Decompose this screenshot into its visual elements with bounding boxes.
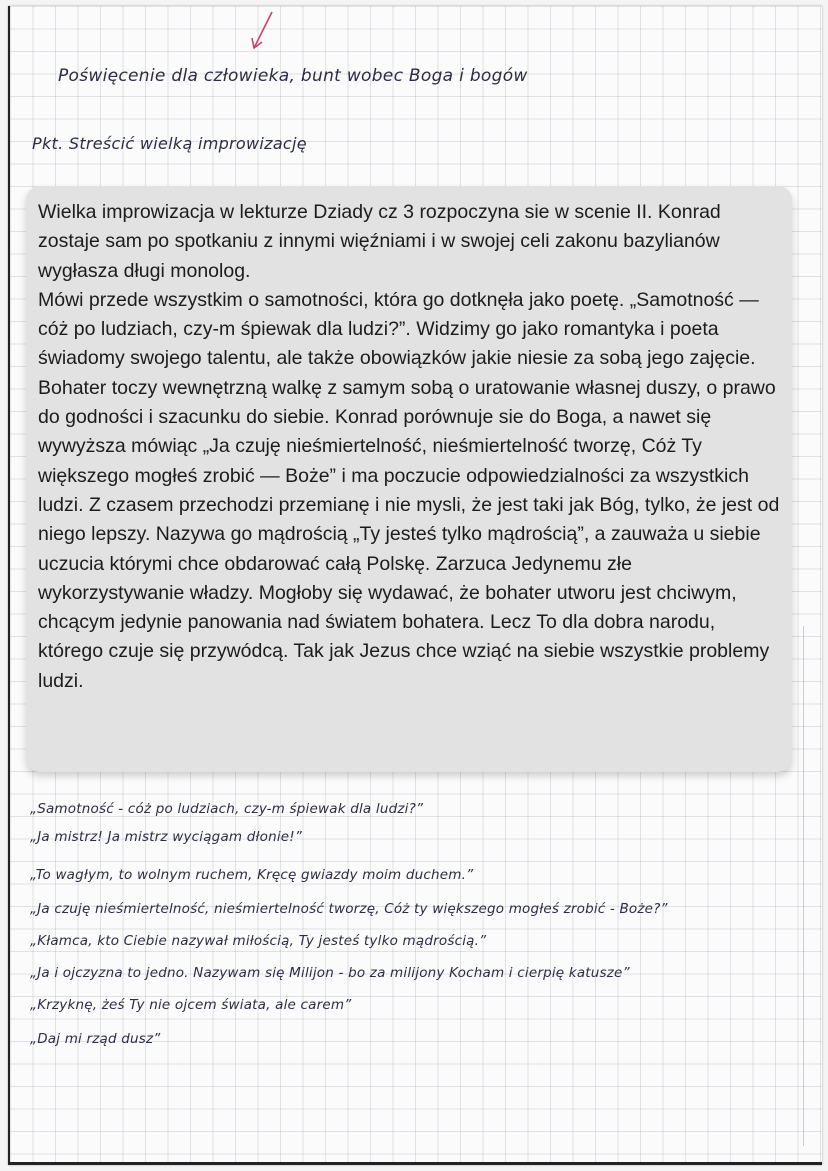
quote-item: „Samotność - cóż po ludziach, czy-m śpiewak dla ludzi?”: [30, 801, 424, 817]
quote-item: „Ja i ojczyzna to jedno. Nazywam się Milijon - bo za milijony Kocham i cierpię katusze”: [30, 965, 630, 981]
quote-item: „To wagłym, to wolnym ruchem, Kręcę gwiazdy moim duchem.”: [30, 867, 474, 883]
summary-paragraph: Bohater toczy wewnętrzną walkę z samym sobą o uratowanie własnej duszy, o prawo do godności i szacunku do siebie. Konrad porównuje sie do Boga, a nawet się wywyższa mówiąc „Ja czuję nieśmiertelność, nieśmiertelność tworzę, Cóż Ty większego mogłeś zrobić — Boże” i ma poczucie odpowiedzialności za wszystkich ludzi. Z czasem przechodzi przemianę i nie mysli, że jest taki jak Bóg, tylko, że jest od niego lepszy. Nazywa go mądrością „Ty jesteś tylko mądrością”, a zauważa u siebie uczucia którymi chce obdarować całą Polskę. Zarzuca Jedynemu złe wykorzystywanie władzy. Mogłoby się wydawać, że bohater utworu jest chciwym, chcącym jedynie panowania nad światem bohatera. Lecz To dla dobra narodu, którego czuje się przywódcą. Tak jak Jezus chce wziąć na siebie wszystkie problemy ludzi.: [38, 376, 780, 692]
summary-paragraph: Mówi przede wszystkim o samotności, która go dotknęła jako poetę. „Samotność — cóż po ludziach, czy-m śpiewak dla ludzi?”. Widzimy go jako romantyka i poeta świadomy swojego talentu, ale także obowiązków jakie niesie za sobą jego zajęcie.: [38, 288, 759, 370]
handwritten-task: Pkt. Streścić wielką improwizację: [32, 134, 307, 153]
quote-item: „Daj mi rząd dusz”: [30, 1031, 161, 1047]
quote-item: „Kłamca, kto Ciebie nazywał miłością, Ty jesteś tylko mądrością.”: [30, 933, 487, 949]
quote-item: „Ja mistrz! Ja mistrz wyciągam dłonie!”: [30, 829, 303, 845]
summary-text-box: [26, 186, 792, 772]
quote-item: „Krzyknę, żeś Ty nie ojcem świata, ale carem”: [30, 997, 352, 1013]
quote-item: „Ja czuję nieśmiertelność, nieśmiertelność tworzę, Cóż ty większego mogłeś zrobić - Boże?”: [30, 901, 668, 917]
notebook-page: [8, 6, 822, 1165]
margin-line: [803, 626, 804, 1146]
handwritten-heading: Poświęcenie dla człowieka, bunt wobec Boga i bogów: [58, 66, 528, 86]
arrow-mark-icon: [242, 10, 282, 54]
summary-paragraph: Wielka improwizacja w lekturze Dziady cz 3 rozpoczyna sie w scenie II. Konrad zostaje sam po spotkaniu z innymi więźniami i w swojej celi zakonu bazylianów wygłasza długi monolog.: [38, 201, 721, 282]
